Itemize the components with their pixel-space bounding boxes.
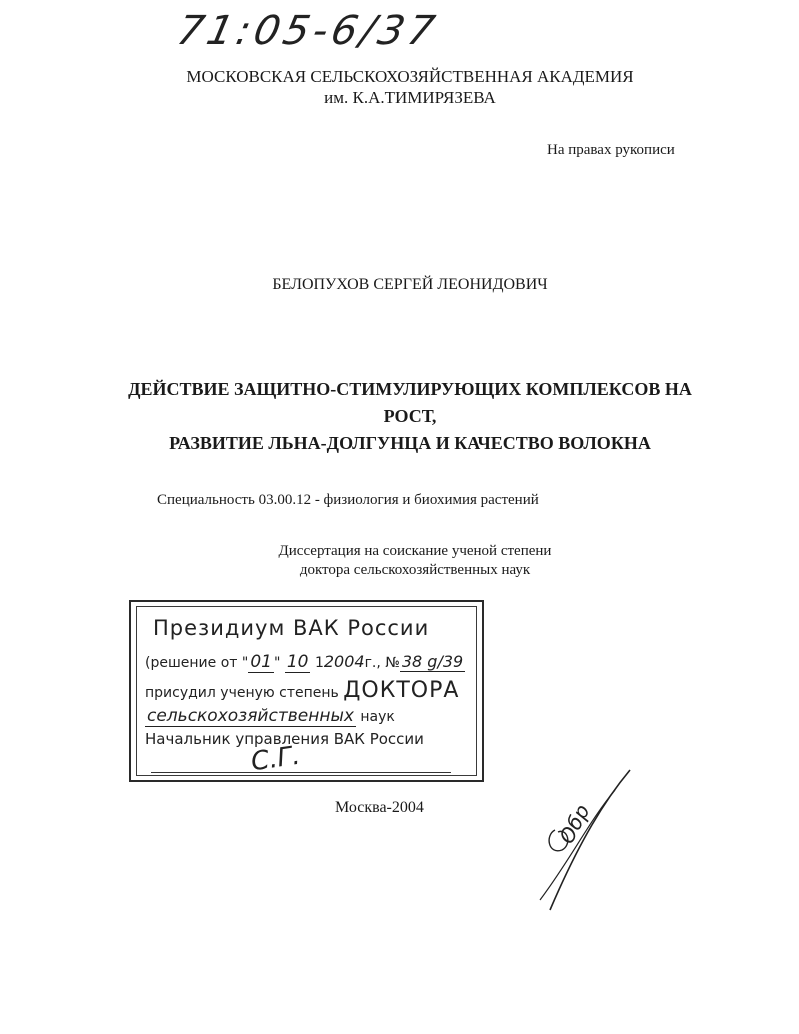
- field-value: сельскохозяйственных: [147, 706, 354, 726]
- decision-year: 2004: [323, 652, 365, 671]
- dissertation-title: [120, 376, 700, 457]
- academy-line-2: им. К.А.ТИМИРЯЗЕВА: [324, 88, 496, 107]
- awarded-text: присудил ученую степень: [145, 685, 339, 701]
- decision-month: 10: [286, 652, 309, 672]
- stamp-signature-line: [151, 772, 451, 773]
- archive-number: 71:05-6/37: [173, 8, 443, 54]
- academy-name: [150, 66, 670, 108]
- stamp-field-line: [145, 706, 395, 727]
- decision-prefix: (решение от: [145, 655, 238, 671]
- degree-line-1: Диссертация на соискание ученой степени: [278, 543, 552, 559]
- field-suffix: наук: [360, 709, 395, 725]
- title-line-1: ДЕЙСТВИЕ ЗАЩИТНО-СТИМУЛИРУЮЩИХ КОМПЛЕКСОВ НА РОСТ,: [128, 379, 692, 426]
- decision-number: 38 g/39: [401, 652, 464, 671]
- vak-stamp: [129, 600, 484, 782]
- specialty-line: Специальность 03.00.12 - физиология и биохимия растений: [157, 492, 539, 508]
- degree-line-2: доктора сельскохозяйственных наук: [299, 562, 531, 578]
- decision-number-label: №: [385, 655, 400, 671]
- stamp-awarded-line: [145, 678, 459, 703]
- degree-value: ДОКТОРА: [343, 678, 460, 703]
- author-name: БЕЛОПУХОВ СЕРГЕЙ ЛЕОНИДОВИЧ: [272, 276, 548, 293]
- decision-year-prefix: 1: [314, 655, 324, 671]
- stamp-head-label: Начальник управления ВАК России: [145, 730, 424, 748]
- title-line-2: РАЗВИТИЕ ЛЬНА-ДОЛГУНЦА И КАЧЕСТВО ВОЛОКНА: [169, 433, 651, 453]
- decision-day: 01: [250, 652, 272, 672]
- stamp-decision-line: (решение от " 01 " 10 12004г., № 38 g/39: [145, 652, 464, 672]
- margin-signature: Обр: [554, 800, 595, 848]
- place-year: Москва-2004: [335, 799, 424, 816]
- academy-line-1: МОСКОВСКАЯ СЕЛЬСКОХОЗЯЙСТВЕННАЯ АКАДЕМИЯ: [186, 67, 634, 86]
- dissertation-degree: [235, 542, 595, 580]
- stamp-heading: Президиум ВАК России: [153, 616, 430, 640]
- stamp-signature: С.Г.: [249, 740, 303, 778]
- margin-signature-icon: [510, 760, 660, 920]
- manuscript-note: На правах рукописи: [547, 142, 675, 158]
